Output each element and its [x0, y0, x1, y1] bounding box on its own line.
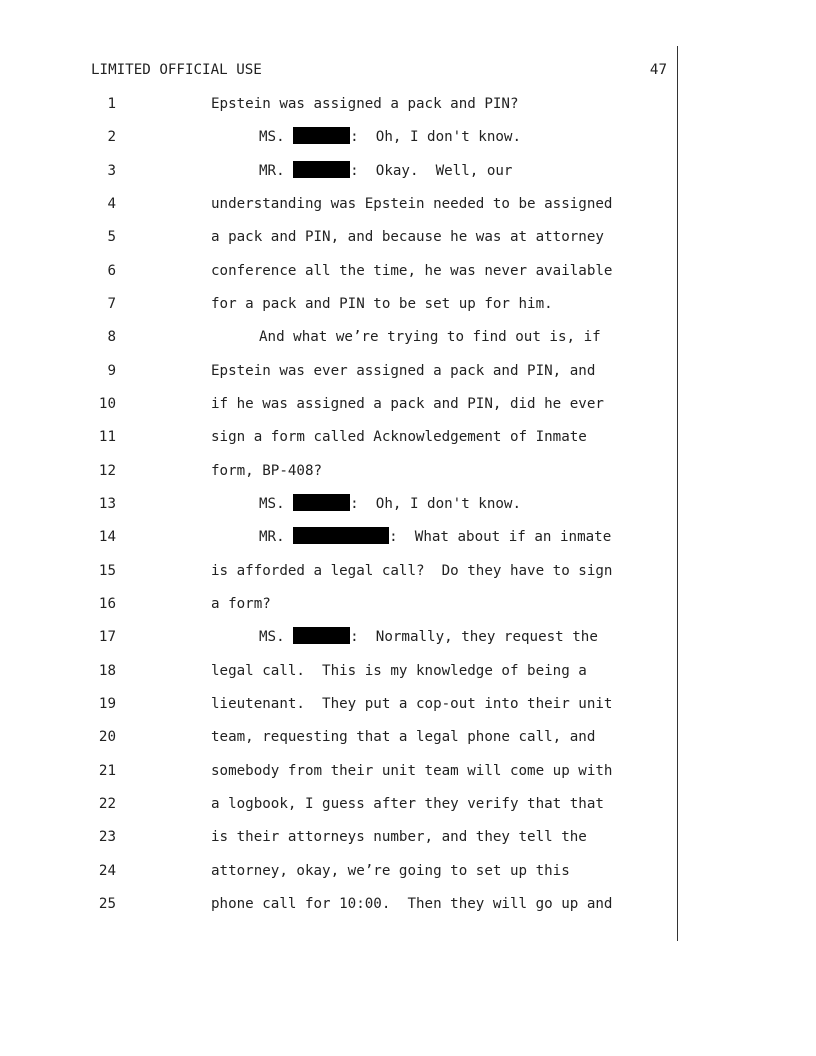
redaction-box — [293, 627, 350, 644]
line-text: a logbook, I guess after they verify that that — [211, 796, 604, 812]
speaker-title: MR. — [259, 529, 285, 545]
transcript-line — [0, 427, 700, 451]
line-text — [259, 127, 521, 147]
transcript-line — [0, 561, 700, 585]
line-number: 3 — [107, 163, 116, 179]
transcript-line — [0, 627, 700, 651]
line-text: lieutenant. They put a cop-out into their unit — [211, 696, 613, 712]
line-number: 24 — [98, 863, 116, 879]
line-text: understanding was Epstein needed to be assigned — [211, 196, 613, 212]
line-number: 22 — [98, 796, 116, 812]
line-number: 23 — [98, 829, 116, 845]
line-text — [259, 161, 512, 181]
line-text: And what we’re trying to find out is, if — [259, 329, 601, 345]
speaker-text: : What about if an inmate — [389, 529, 612, 545]
speaker-text: : Oh, I don't know. — [350, 129, 522, 145]
line-number: 7 — [107, 296, 116, 312]
line-text: conference all the time, he was never available — [211, 263, 613, 279]
line-text: team, requesting that a legal phone call, and — [211, 729, 596, 745]
line-number: 11 — [98, 429, 116, 445]
page-number: 47 — [649, 62, 667, 78]
transcript-line — [0, 394, 700, 418]
transcript-line — [0, 194, 700, 218]
line-number: 10 — [98, 396, 116, 412]
line-number: 19 — [98, 696, 116, 712]
line-text: attorney, okay, we’re going to set up this — [211, 863, 570, 879]
line-text: is their attorneys number, and they tell the — [211, 829, 587, 845]
transcript-line — [0, 661, 700, 685]
speaker-text: : Oh, I don't know. — [350, 496, 522, 512]
line-number: 12 — [98, 463, 116, 479]
line-number: 25 — [98, 896, 116, 912]
line-number: 14 — [98, 529, 116, 545]
speaker-title: MS. — [259, 629, 285, 645]
line-text: legal call. This is my knowledge of being a — [211, 663, 587, 679]
transcript-line — [0, 227, 700, 251]
line-number: 16 — [98, 596, 116, 612]
line-text: form, BP-408? — [211, 463, 323, 479]
transcript-line — [0, 761, 700, 785]
redaction-box — [293, 527, 389, 544]
transcript-line — [0, 894, 700, 918]
line-text: phone call for 10:00. Then they will go up and — [211, 896, 613, 912]
line-number: 17 — [98, 629, 116, 645]
transcript-line — [0, 827, 700, 851]
transcript-line — [0, 494, 700, 518]
line-text: a pack and PIN, and because he was at attorney — [211, 229, 604, 245]
line-number: 20 — [98, 729, 116, 745]
redaction-box — [293, 127, 350, 144]
line-number: 2 — [107, 129, 116, 145]
line-number: 1 — [107, 96, 116, 112]
line-number: 6 — [107, 263, 116, 279]
transcript-line — [0, 461, 700, 485]
line-number: 9 — [107, 363, 116, 379]
line-text — [259, 627, 598, 647]
transcript-line — [0, 327, 700, 351]
transcript-line — [0, 361, 700, 385]
transcript-line — [0, 861, 700, 885]
classification-header: LIMITED OFFICIAL USE — [91, 62, 262, 78]
line-text: Epstein was ever assigned a pack and PIN, and — [211, 363, 596, 379]
line-number: 8 — [107, 329, 116, 345]
line-text: if he was assigned a pack and PIN, did he ever — [211, 396, 604, 412]
line-text: for a pack and PIN to be set up for him. — [211, 296, 553, 312]
speaker-title: MS. — [259, 496, 285, 512]
transcript-line — [0, 294, 700, 318]
redaction-box — [293, 161, 350, 178]
transcript-line — [0, 594, 700, 618]
speaker-title: MS. — [259, 129, 285, 145]
line-number: 15 — [98, 563, 116, 579]
line-text: Epstein was assigned a pack and PIN? — [211, 96, 519, 112]
transcript-line — [0, 94, 700, 118]
transcript-line — [0, 161, 700, 185]
transcript-line — [0, 694, 700, 718]
transcript-line — [0, 794, 700, 818]
transcript-line — [0, 261, 700, 285]
line-text: somebody from their unit team will come up with — [211, 763, 613, 779]
transcript-line — [0, 527, 700, 551]
line-number: 13 — [98, 496, 116, 512]
line-text: is afforded a legal call? Do they have to sign — [211, 563, 613, 579]
line-number: 5 — [107, 229, 116, 245]
line-number: 21 — [98, 763, 116, 779]
line-number: 4 — [107, 196, 116, 212]
line-text — [259, 527, 611, 547]
transcript-line — [0, 727, 700, 751]
speaker-text: : Okay. Well, our — [350, 163, 513, 179]
speaker-text: : Normally, they request the — [350, 629, 598, 645]
line-text — [259, 494, 521, 514]
line-text: a form? — [211, 596, 271, 612]
transcript-line — [0, 127, 700, 151]
redaction-box — [293, 494, 350, 511]
line-number: 18 — [98, 663, 116, 679]
speaker-title: MR. — [259, 163, 285, 179]
line-text: sign a form called Acknowledgement of Inmate — [211, 429, 587, 445]
